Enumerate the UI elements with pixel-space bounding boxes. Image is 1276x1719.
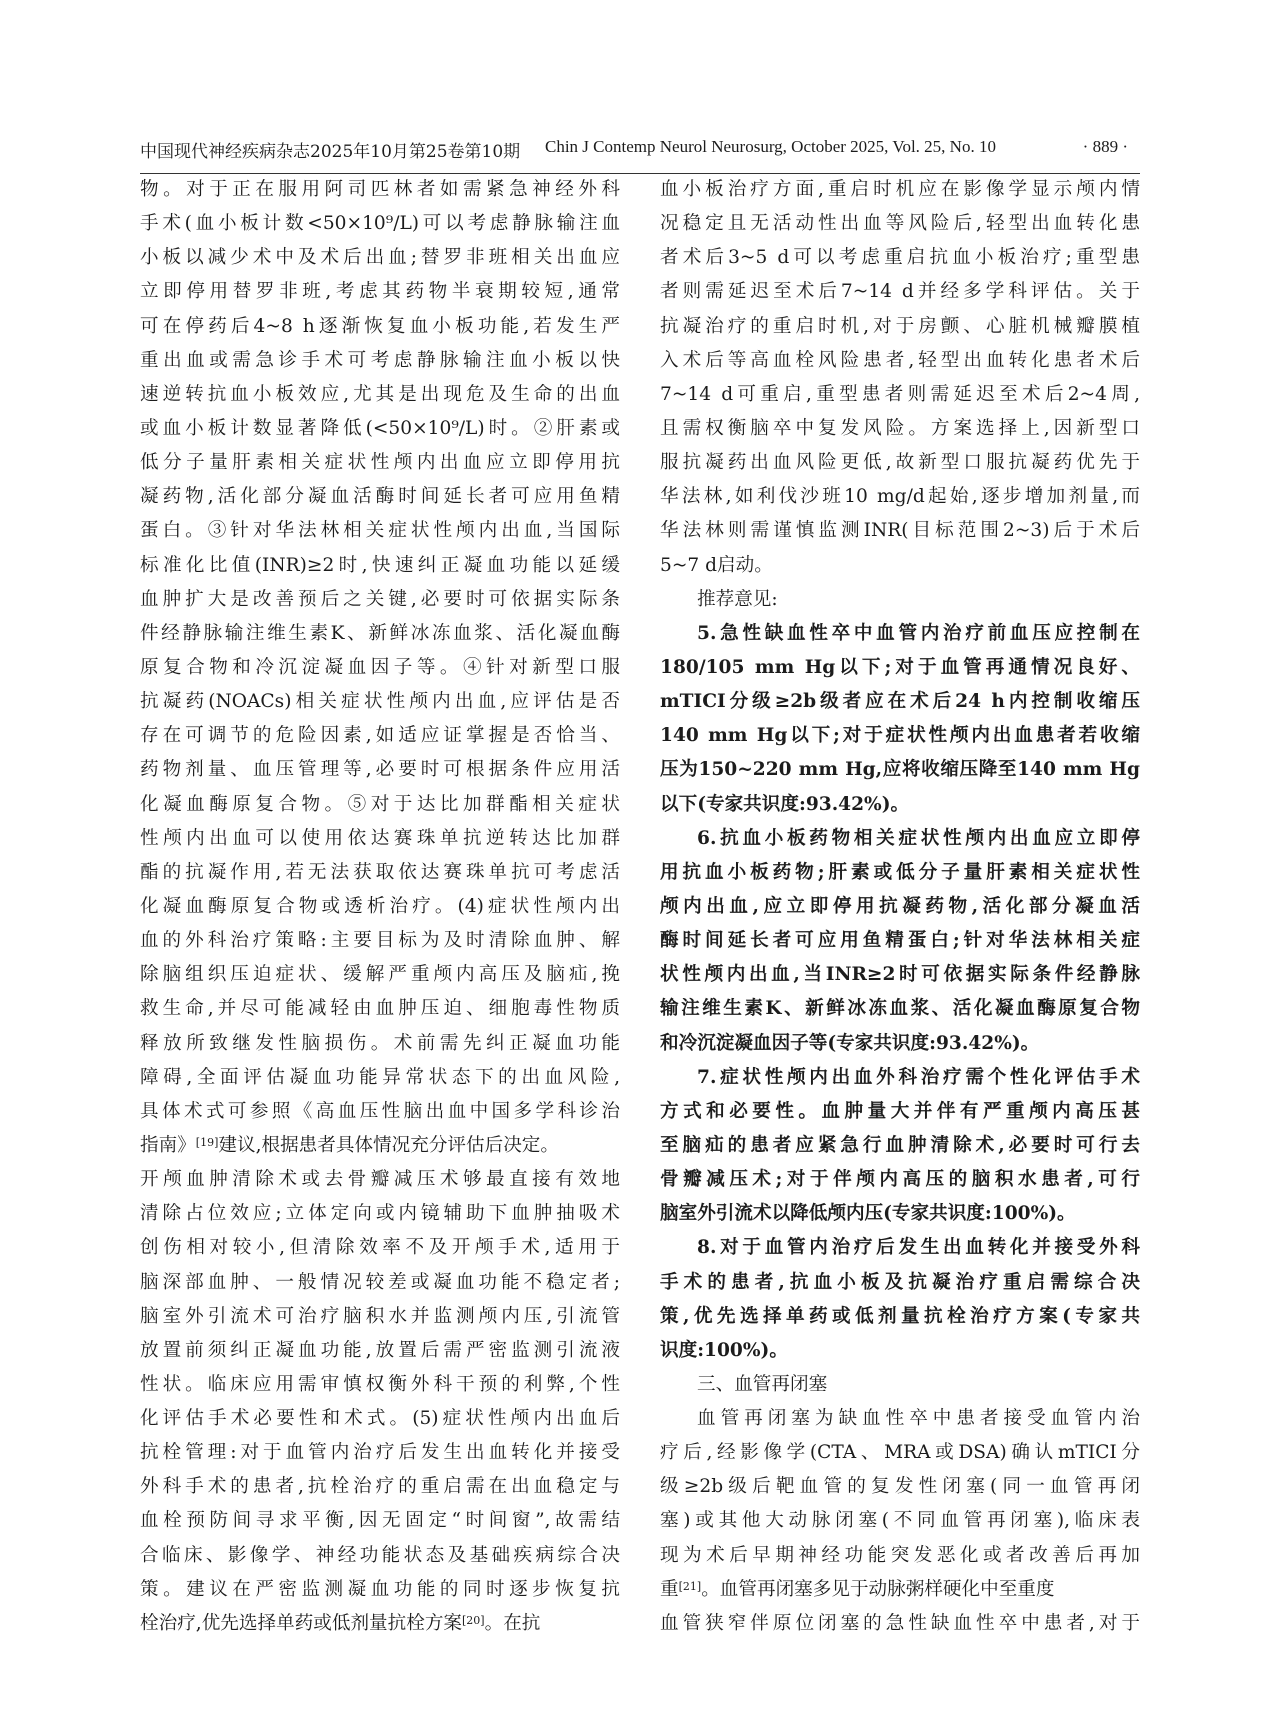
text-line: 性颅内出血可以使用依达赛珠单抗逆转达比加群 [140,827,620,849]
text-run: 重 [660,1578,679,1600]
text-line: 抗凝药(NOACs)相关症状性颅内出血,应评估是否 [140,691,620,713]
text-line: 塞)或其他大动脉闭塞(不同血管再闭塞),临床表 [660,1510,1140,1532]
text-line: 和冷沉淀凝血因子等(专家共识度:93.42%)。 [660,1032,1040,1054]
text-line: 酶时间延长者可应用鱼精蛋白;针对华法林相关症 [660,930,1140,952]
text-line: 疗后,经影像学(CTA、MRA或DSA)确认mTICI分 [660,1442,1140,1464]
text-line: 手术(血小板计数<50×10⁹/L)可以考虑静脉输注血 [140,213,620,235]
page-number: · 889 · [1082,137,1128,156]
text-line: 识度:100%)。 [660,1339,788,1361]
text-line: 具体术式可参照《高血压性脑出血中国多学科诊治 [140,1100,620,1122]
text-line: 速逆转抗血小板效应,尤其是出现危及生命的出血 [140,383,620,405]
text-line: 可在停药后4~8 h逐渐恢复血小板功能,若发生严 [140,315,620,337]
text-line: 8.对于血管内治疗后发生出血转化并接受外科 [697,1237,1140,1259]
text-line: 抗凝治疗的重启时机,对于房颤、心脏机械瓣膜植 [660,315,1140,337]
text-line: 凝药物,活化部分凝血活酶时间延长者可应用鱼精 [140,486,620,508]
text-line: 级≥2b级后靶血管的复发性闭塞(同一血管再闭 [660,1476,1140,1498]
text-line: 颅内出血,应立即停用抗凝药物,活化部分凝血活 [660,895,1140,917]
text-line: 物。对于正在服用阿司匹林者如需紧急神经外科 [140,179,620,200]
text-line: 创伤相对较小,但清除效率不及开颅手术,适用于 [140,1237,620,1259]
text-line: 5~7 d启动。 [660,554,773,576]
text-line: 合临床、影像学、神经功能状态及基础疾病综合决 [140,1544,620,1566]
journal-name-en: Chin J Contemp Neurol Neurosurg, October 2025, Vol. 25, No. 10 [545,137,996,156]
text-line: 低分子量肝素相关症状性颅内出血应立即停用抗 [140,452,620,474]
text-run: 指南》 [140,1134,196,1156]
text-line: 5.急性缺血性卒中血管内治疗前血压应控制在 [697,622,1140,644]
journal-name-cn: 中国现代神经疾病杂志2025年10月第25卷第10期 [140,142,521,162]
text-line: 血管狭窄伴原位闭塞的急性缺血性卒中患者,对于 [660,1612,1140,1634]
text-line: 原复合物和冷沉淀凝血因子等。④针对新型口服 [140,656,620,678]
text-line: 存在可调节的危险因素,如适应证掌握是否恰当、 [140,725,620,747]
text-line: 7~14 d可重启,重型患者则需延迟至术后2~4周, [660,383,1140,405]
text-line: 血栓预防间寻求平衡,因无固定“时间窗”,故需结 [140,1510,620,1532]
text-line: 者则需延迟至术后7~14 d并经多学科评估。关于 [660,281,1140,303]
text-line: 以下(专家共识度:93.42%)。 [660,793,910,815]
section-heading: 三、血管再闭塞 [697,1373,828,1395]
text-line: 外科手术的患者,抗栓治疗的重启需在出血稳定与 [140,1476,620,1498]
text-line [140,1607,620,1641]
citation: [19] [195,1135,219,1149]
text-line: 血管再闭塞为缺血性卒中患者接受血管内治 [697,1408,1140,1430]
text-line: 化凝血酶原复合物或透析治疗。(4)症状性颅内出 [140,895,620,917]
recommendation-heading: 推荐意见: [697,588,778,610]
text-line: 方式和必要性。血肿量大并伴有严重颅内高压甚 [660,1100,1140,1122]
text-line: 180/105 mm Hg以下;对于血管再通情况良好、 [660,656,1140,678]
text-line: 重出血或需急诊手术可考虑静脉输注血小板以快 [140,349,620,371]
text-line [660,1573,1140,1607]
text-line: 酯的抗凝作用,若无法获取依达赛珠单抗可考虑活 [140,861,620,883]
text-line: 况稳定且无活动性出血等风险后,轻型出血转化患 [660,213,1140,235]
text-line: 输注维生素K、新鲜冰冻血浆、活化凝血酶原复合物 [660,998,1140,1020]
citation: [21] [678,1579,702,1593]
text-line: mTICI分级≥2b级者应在术后24 h内控制收缩压 [660,691,1140,713]
text-line [140,1129,620,1163]
text-line: 服抗凝药出血风险更低,故新型口服抗凝药优先于 [660,452,1140,474]
text-line: 清除占位效应;立体定向或内镜辅助下血肿抽吸术 [140,1203,620,1225]
right-column [660,173,1140,1641]
text-line: 至脑疝的患者应紧急行血肿清除术,必要时可行去 [660,1134,1140,1156]
text-line: 立即停用替罗非班,考虑其药物半衰期较短,通常 [140,281,620,303]
text-run: 建议,根据患者具体情况充分评估后决定。 [218,1134,559,1156]
text-line: 化评估手术必要性和术式。(5)症状性颅内出血后 [140,1408,620,1430]
text-line: 抗栓管理:对于血管内治疗后发生出血转化并接受 [140,1442,620,1464]
text-line: 标准化比值(INR)≥2时,快速纠正凝血功能以延缓 [140,554,620,576]
text-line: 策,优先选择单药或低剂量抗栓治疗方案(专家共 [660,1305,1140,1327]
text-line: 压为150~220 mm Hg,应将收缩压降至140 mm Hg [660,759,1140,781]
text-line: 140 mm Hg以下;对于症状性颅内出血患者若收缩 [660,725,1140,747]
text-line: 入术后等高血栓风险患者,轻型出血转化患者术后 [660,349,1140,371]
text-line: 状性颅内出血,当INR≥2时可依据实际条件经静脉 [660,964,1140,986]
text-line: 血的外科治疗策略:主要目标为及时清除血肿、解 [140,930,620,952]
text-line: 华法林则需谨慎监测INR(目标范围2~3)后于术后 [660,520,1140,542]
running-header [140,133,1140,174]
text-line: 6.抗血小板药物相关症状性颅内出血应立即停 [697,827,1140,849]
text-line: 件经静脉输注维生素K、新鲜冰冻血浆、活化凝血酶 [140,622,620,644]
text-line: 且需权衡脑卒中复发风险。方案选择上,因新型口 [660,417,1140,439]
text-run: 栓治疗,优先选择单药或低剂量抗栓方案 [140,1612,463,1634]
text-line: 者术后3~5 d可以考虑重启抗血小板治疗;重型患 [660,247,1140,269]
text-line: 脑室外引流术可治疗脑积水并监测颅内压,引流管 [140,1305,620,1327]
text-line: 华法林,如利伐沙班10 mg/d起始,逐步增加剂量,而 [660,486,1140,508]
text-line: 救生命,并尽可能减轻由血肿压迫、细胞毒性物质 [140,998,620,1020]
text-line: 开颅血肿清除术或去骨瓣减压术够最直接有效地 [140,1169,620,1191]
left-column [140,173,620,1641]
text-line: 性状。临床应用需审慎权衡外科干预的利弊,个性 [140,1373,620,1395]
text-line: 7.症状性颅内出血外科治疗需个性化评估手术 [697,1066,1140,1088]
text-line: 现为术后早期神经功能突发恶化或者改善后再加 [660,1544,1140,1566]
text-line: 小板以减少术中及术后出血;替罗非班相关出血应 [140,247,620,269]
text-line: 脑室外引流术以降低颅内压(专家共识度:100%)。 [660,1203,1076,1225]
text-line: 释放所致继发性脑损伤。术前需先纠正凝血功能 [140,1032,620,1054]
text-line: 手术的患者,抗血小板及抗凝治疗重启需综合决 [660,1271,1140,1293]
text-line: 策。建议在严密监测凝血功能的同时逐步恢复抗 [140,1578,620,1600]
text-line: 或血小板计数显著降低(<50×10⁹/L)时。②肝素或 [140,417,620,439]
text-line: 除脑组织压迫症状、缓解严重颅内高压及脑疝,挽 [140,964,620,986]
text-line: 血小板治疗方面,重启时机应在影像学显示颅内情 [660,179,1140,200]
text-line: 药物剂量、血压管理等,必要时可根据条件应用活 [140,759,620,781]
text-line: 脑深部血肿、一般情况较差或凝血功能不稳定者; [140,1271,620,1293]
text-run: 。在抗 [484,1612,541,1634]
text-line: 化凝血酶原复合物。⑤对于达比加群酯相关症状 [140,793,620,815]
text-line: 骨瓣减压术;对于伴颅内高压的脑积水患者,可行 [660,1169,1140,1191]
text-line: 障碍,全面评估凝血功能异常状态下的出血风险, [140,1066,620,1088]
citation: [20] [462,1613,485,1627]
text-line: 放置前须纠正凝血功能,放置后需严密监测引流液 [140,1339,620,1361]
text-line: 蛋白。③针对华法林相关症状性颅内出血,当国际 [140,520,620,542]
text-line: 血肿扩大是改善预后之关键,必要时可依据实际条 [140,588,620,610]
text-line: 用抗血小板药物;肝素或低分子量肝素相关症状性 [660,861,1140,883]
text-run: 。血管再闭塞多见于动脉粥样硬化中至重度 [701,1578,1055,1600]
